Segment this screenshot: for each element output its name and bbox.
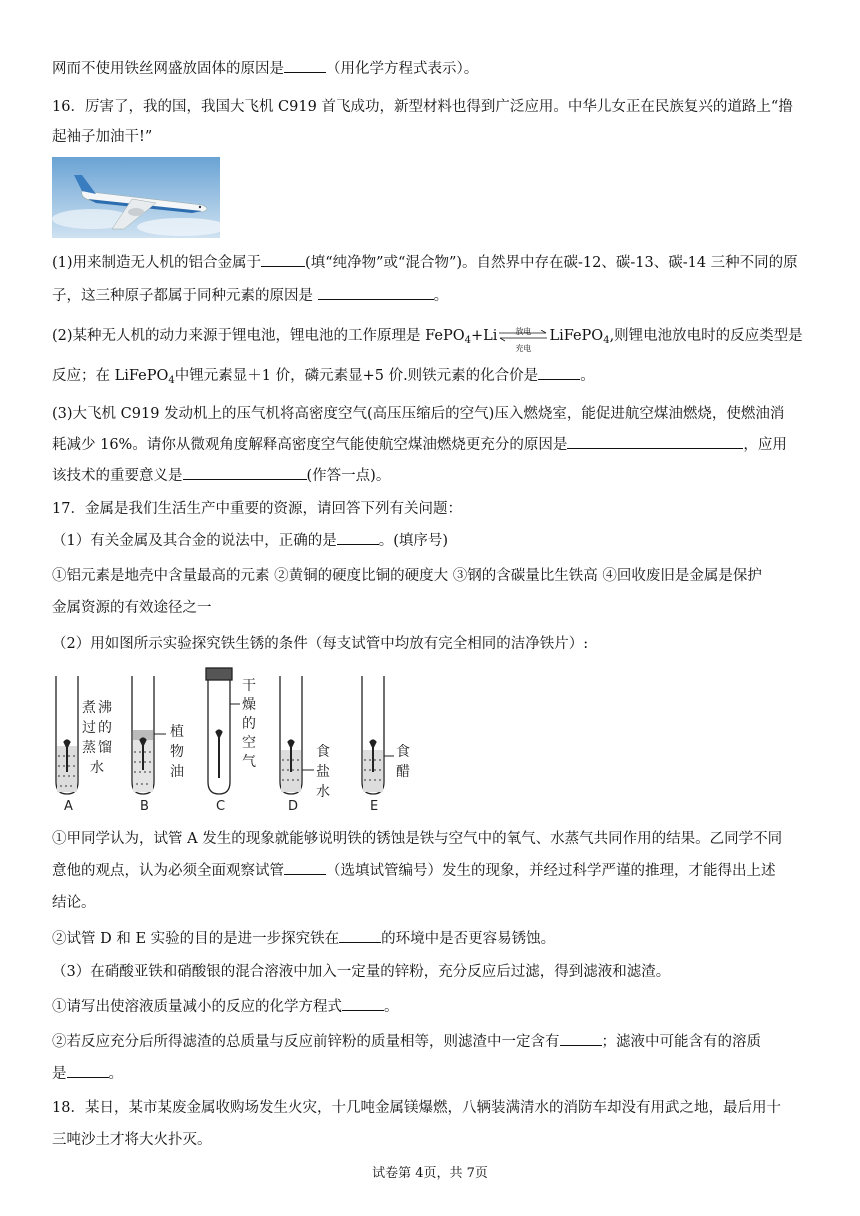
text: 的环境中是否更容易锈蚀。 bbox=[381, 931, 556, 947]
tube-a-label-char: 沸 bbox=[98, 700, 112, 716]
answer-blank[interactable] bbox=[567, 434, 743, 449]
tube-c-label-char: 空 bbox=[242, 735, 256, 751]
question-17-line bbox=[52, 829, 812, 849]
text: （1）有关金属及其合金的说法中，正确的是 bbox=[52, 533, 337, 549]
page-footer: 试卷第 4页，共 7页 bbox=[372, 1166, 488, 1181]
text: 。 bbox=[108, 1066, 123, 1082]
text: 是 bbox=[52, 1066, 67, 1082]
tube-d-label-char: 盐 bbox=[316, 764, 330, 780]
text: 金属资源的有效途径之一 bbox=[52, 600, 212, 616]
question-17-line bbox=[52, 530, 812, 551]
part-3-line bbox=[52, 434, 812, 455]
text: （3）在硝酸亚铁和硝酸银的混合溶液中加入一定量的锌粉，充分反应后过滤，得到滤液和滤渣。 bbox=[52, 964, 671, 980]
tube-letter-label: E bbox=[370, 799, 379, 814]
text: ①请写出使溶液质量减小的反应的化学方程式 bbox=[52, 999, 342, 1015]
text: ，应用 bbox=[743, 437, 787, 453]
question-17-line bbox=[52, 634, 812, 654]
text: 结论。 bbox=[52, 895, 96, 911]
question-17-line bbox=[52, 566, 812, 586]
text: ；滤液中可能含有的溶质 bbox=[601, 1034, 761, 1050]
answer-blank[interactable] bbox=[560, 1031, 602, 1046]
arrow-label-discharge: 放电 bbox=[515, 327, 532, 336]
text: 17．金属是我们生活生产中重要的资源，请回答下列有关问题： bbox=[52, 501, 462, 517]
test-tube-a bbox=[56, 676, 78, 794]
subscript: 4 bbox=[464, 335, 472, 346]
question-17-line bbox=[52, 499, 812, 519]
text: 18．某日，某市某废金属收购场发生火灾，十几吨金属镁爆燃，八辆装满清水的消防车却没有用武之地，最后用十 bbox=[52, 1100, 781, 1116]
answer-blank[interactable] bbox=[183, 465, 307, 480]
question-18-line bbox=[52, 1098, 812, 1118]
text: （用化学方程式表示）。 bbox=[326, 61, 479, 77]
tube-a-label-char: 馏 bbox=[98, 740, 112, 756]
rust-experiment-figure bbox=[48, 664, 428, 814]
answer-blank[interactable] bbox=[284, 860, 326, 875]
question-18-line bbox=[52, 1130, 812, 1150]
text: (3)大飞机 C919 发动机上的压气机将高密度空气(高压压缩后的空气)压入燃烧室，能促进航空煤油燃烧，使燃油消 bbox=[52, 406, 785, 422]
text: 耗减少 16%。请你从微观角度解释高密度空气能使航空煤油燃烧更充分的原因是 bbox=[52, 437, 568, 453]
question-17-line bbox=[52, 1031, 812, 1052]
text: 起袖子加油干!” bbox=[52, 129, 153, 145]
arrow-label-charge: 充电 bbox=[515, 344, 532, 353]
tube-a-label-char: 的 bbox=[98, 720, 112, 736]
tube-a-label-char: 蒸 bbox=[82, 740, 96, 756]
part-2-line bbox=[52, 326, 812, 351]
tube-b-label-char: 植 bbox=[170, 724, 184, 740]
test-tube-c bbox=[206, 668, 240, 794]
tube-letter-label: C bbox=[216, 799, 226, 814]
tube-a-label-char: 水 bbox=[90, 760, 104, 776]
question-16-line bbox=[52, 97, 812, 117]
tube-e-label-char: 醋 bbox=[396, 764, 410, 780]
question-17-line bbox=[52, 860, 812, 881]
answer-blank[interactable] bbox=[339, 928, 381, 943]
text: 16．厉害了，我的国，我国大飞机 C919 首飞成功，新型材料也得到广泛应用。中华儿女正在民族复兴的道路上“撸 bbox=[52, 99, 793, 115]
text: 反应；在 LiFePO bbox=[52, 368, 169, 384]
text: 。 bbox=[384, 999, 399, 1015]
c919-airplane-photo bbox=[52, 157, 220, 238]
answer-blank[interactable] bbox=[67, 1063, 109, 1078]
tube-b-label-char: 油 bbox=[170, 764, 184, 780]
text: 。 bbox=[580, 368, 595, 384]
text: (1)用来制造无人机的铝合金属于 bbox=[52, 255, 262, 271]
tube-c-label-char: 的 bbox=[242, 716, 256, 732]
part-2-line bbox=[52, 365, 812, 391]
text: +Li bbox=[471, 328, 498, 344]
part-3-line bbox=[52, 404, 812, 424]
question-17-line bbox=[52, 1063, 812, 1084]
question-17-line bbox=[52, 893, 812, 913]
text: （2）用如图所示实验探究铁生锈的条件（每支试管中均放有完全相同的洁净铁片）: bbox=[52, 636, 589, 652]
text: (2)某种无人机的动力来源于锂电池，锂电池的工作原理是 FePO bbox=[52, 328, 465, 344]
tube-e-label-char: 食 bbox=[396, 744, 410, 760]
text: ①甲同学认为，试管 A 发生的现象就能够说明铁的锈蚀是铁与空气中的氧气、水蒸气共同作用的结果。乙同学不同 bbox=[52, 831, 783, 847]
text: 该技术的重要意义是 bbox=[52, 468, 183, 484]
test-tube-d bbox=[280, 676, 314, 794]
text: (作答一点)。 bbox=[306, 468, 391, 484]
question-17-line bbox=[52, 598, 812, 618]
question-16-line bbox=[52, 127, 812, 147]
answer-blank[interactable] bbox=[342, 996, 384, 1011]
tube-b-label-char: 物 bbox=[170, 744, 184, 760]
part-1-line bbox=[52, 252, 812, 273]
text: 网而不使用铁丝网盛放固体的原因是 bbox=[52, 61, 284, 77]
answer-blank[interactable] bbox=[337, 530, 379, 545]
tube-letter-label: D bbox=[288, 799, 299, 814]
text: 。(填序号) bbox=[378, 533, 449, 549]
text: 中锂元素显＋1 价，磷元素显+5 价.则铁元素的化合价是 bbox=[174, 368, 539, 384]
answer-blank[interactable] bbox=[318, 285, 434, 300]
subscript: 4 bbox=[603, 335, 610, 346]
tube-a-label-char: 过 bbox=[82, 720, 96, 736]
text: (填“纯净物”或“混合物”)。自然界中存在碳-12、碳-13、碳-14 三种不同的原 bbox=[305, 255, 798, 271]
text: ,则锂电池放电时的反应类型是 bbox=[609, 328, 803, 344]
text: 意他的观点，认为必须全面观察试管 bbox=[52, 863, 284, 879]
part-1-line bbox=[52, 285, 812, 306]
subscript: 4 bbox=[168, 375, 175, 386]
answer-blank[interactable] bbox=[284, 58, 326, 73]
text: ①铝元素是地壳中含量最高的元素 ②黄铜的硬度比铜的硬度大 ③钢的含碳量比生铁高 ④回收废旧是金属是保护 bbox=[52, 568, 762, 584]
tube-d-label-char: 食 bbox=[316, 744, 330, 760]
part-3-line bbox=[52, 465, 812, 486]
text: 子，这三种原子都属于同种元素的原因是 bbox=[52, 288, 313, 304]
text: 三吨沙土才将大火扑灭。 bbox=[52, 1132, 212, 1148]
text: （选填试管编号）发生的现象，并经过科学严谨的推理，才能得出上述 bbox=[326, 863, 776, 879]
tube-letter-label: B bbox=[140, 799, 149, 814]
test-tube-b bbox=[132, 676, 166, 794]
tube-c-label-char: 燥 bbox=[242, 697, 256, 713]
text-line bbox=[52, 58, 812, 79]
tube-letter-label: A bbox=[64, 799, 73, 814]
tube-a-label-char: 煮 bbox=[82, 700, 96, 716]
answer-blank[interactable] bbox=[538, 365, 580, 380]
text: LiFePO bbox=[549, 328, 604, 344]
question-17-line bbox=[52, 962, 812, 982]
tube-c-label-char: 干 bbox=[242, 678, 256, 694]
text: ②若反应充分后所得滤渣的总质量与反应前锌粉的质量相等，则滤渣中一定含有 bbox=[52, 1034, 560, 1050]
tube-d-label-char: 水 bbox=[316, 784, 330, 800]
question-17-line bbox=[52, 996, 812, 1017]
test-tube-e bbox=[362, 676, 394, 794]
reversible-arrow bbox=[497, 326, 549, 353]
text: ②试管 D 和 E 实验的目的是进一步探究铁在 bbox=[52, 931, 340, 947]
text: 。 bbox=[433, 288, 449, 304]
tube-c-label-char: 气 bbox=[242, 754, 256, 770]
answer-blank[interactable] bbox=[261, 252, 305, 267]
question-17-line bbox=[52, 928, 812, 949]
